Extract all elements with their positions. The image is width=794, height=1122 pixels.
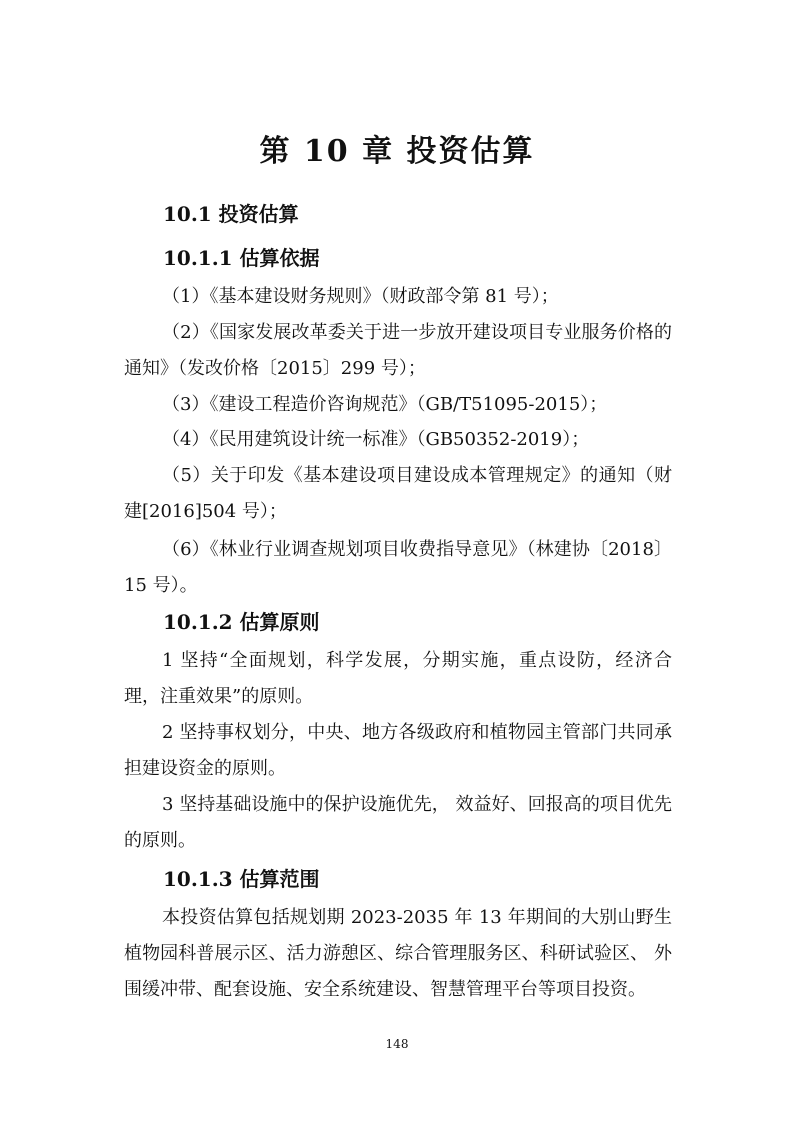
section-title: 10.1 投资估算 [163,202,299,226]
principle-item-2: 2 坚持事权划分，中央、地方各级政府和植物园主管部门共同承担建设资金的原则。 [124,722,672,779]
page-number: 148 [385,1037,409,1051]
basis-item-6: （6）《林业行业调查规划项目收费指导意见》（林建协〔2018〕15 号）。 [124,539,672,596]
scope-paragraph: 本投资估算包括规划期 2023-2035 年 13 年期间的大别山野生植物园科普展示区、活力游憩区、综合管理服务区、科研试验区、 外围缓冲带、配套设施、安全系统建设、智慧管理平台等项目投资。 [124,907,672,1000]
basis-item-1: （1）《基本建设财务规则》（财政部令第 81 号）； [162,286,559,307]
principle-item-1: 1 坚持“全面规划，科学发展，分期实施，重点设防，经济合理，注重效果”的原则。 [124,650,672,707]
basis-item-2: （2）《国家发展改革委关于进一步放开建设项目专业服务价格的通知》（发改价格〔2015〕299 号）； [124,322,672,379]
principle-item-3: 3 坚持基础设施中的保护设施优先， 效益好、回报高的项目优先的原则。 [124,794,672,851]
subsection-basis-heading: 10.1.1 估算依据 [163,246,320,270]
basis-item-3: （3）《建设工程造价咨询规范》（GB/T51095-2015）； [162,394,608,415]
basis-item-4: （4）《民用建筑设计统一标准》（GB50352-2019）； [162,429,590,450]
basis-item-5: （5）关于印发《基本建设项目建设成本管理规定》的通知（财建[2016]504 号）； [124,465,672,522]
subsection-principles-heading: 10.1.2 估算原则 [163,610,320,634]
chapter-title: 第 10 章 投资估算 [259,134,535,169]
subsection-scope-heading: 10.1.3 估算范围 [163,867,320,891]
